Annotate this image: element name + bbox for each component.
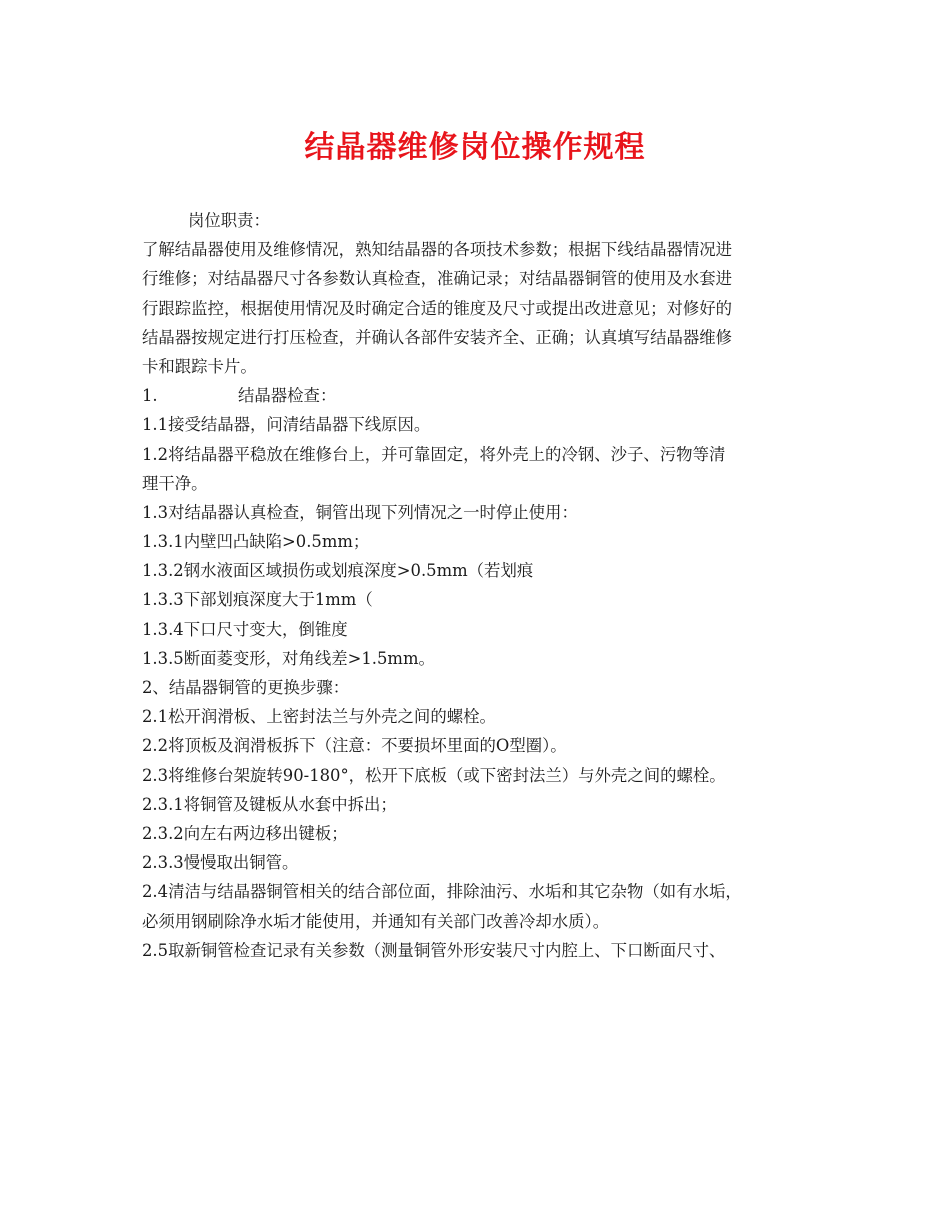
paragraph-line: 2.3将维修台架旋转90-180°，松开下底板（或下密封法兰）与外壳之间的螺栓。: [142, 765, 726, 785]
paragraph-line: 2.3.2向左右两边移出键板；: [142, 823, 348, 843]
paragraph-line: 2、结晶器铜管的更换步骤：: [142, 678, 350, 697]
paragraph-line: 2.1松开润滑板、上密封法兰与外壳之间的螺栓。: [142, 707, 496, 727]
paragraph-line: 2.3.3慢慢取出铜管。: [142, 853, 299, 873]
paragraph-line: 行维修；对结晶器尺寸各参数认真检查，准确记录；对结晶器铜管的使用及水套进: [142, 269, 733, 289]
paragraph-line: 1.1接受结晶器，问清结晶器下线原因。: [142, 415, 431, 435]
paragraph-line: 1.3.1内壁凹凸缺陷>0.5mm；: [142, 532, 370, 552]
document-title: 结晶器维修岗位操作规程: [304, 130, 646, 165]
paragraph-line: 必须用钢刷除净水垢才能使用，并通知有关部门改善冷却水质）。: [142, 911, 610, 931]
document-body: [142, 206, 818, 965]
paragraph-line: 1.3.4下口尺寸变大，倒锥度: [142, 619, 348, 639]
paragraph-line: 2.4清洁与结晶器铜管相关的结合部位面，排除油污、水垢和其它杂物（如有水垢，: [142, 882, 742, 902]
paragraph-line: 2.2将顶板及润滑板拆下（注意：不要损坏里面的O型圈）。: [142, 736, 567, 756]
paragraph-line: 1.3.3下部划痕深度大于1mm（: [142, 590, 373, 610]
paragraph-line: 1.3.2钢水液面区域损伤或划痕深度>0.5mm（若划痕: [142, 561, 534, 581]
section-heading: [142, 381, 818, 410]
paragraph-line: 2.5取新铜管检查记录有关参数（测量铜管外形安装尺寸内腔上、下口断面尺寸、: [142, 940, 726, 960]
paragraph-line: 理干净。: [142, 473, 208, 493]
paragraph-line: 结晶器按规定进行打压检查，并确认各部件安装齐全、正确；认真填写结晶器维修: [142, 327, 733, 347]
paragraph-line: 行跟踪监控，根据使用情况及时确定合适的锥度及尺寸或提出改进意见；对修好的: [142, 298, 733, 318]
paragraph-line: 了解结晶器使用及维修情况，熟知结晶器的各项技术参数；根据下线结晶器情况进: [142, 240, 733, 260]
section-number: 1.: [142, 386, 158, 406]
paragraph-line: 卡和跟踪卡片。: [142, 356, 257, 376]
duties-heading: 岗位职责：: [188, 211, 270, 230]
paragraph-line: 1.3对结晶器认真检查，铜管出现下列情况之一时停止使用：: [142, 502, 578, 522]
paragraph-line: 2.3.1将铜管及键板从水套中拆出；: [142, 794, 397, 814]
paragraph-line: 1.2将结晶器平稳放在维修台上，并可靠固定，将外壳上的冷钢、沙子、污物等清: [142, 444, 726, 464]
paragraph-line: 1.3.5断面菱变形，对角线差>1.5mm。: [142, 648, 435, 668]
section-title: 结晶器检查：: [238, 386, 337, 406]
